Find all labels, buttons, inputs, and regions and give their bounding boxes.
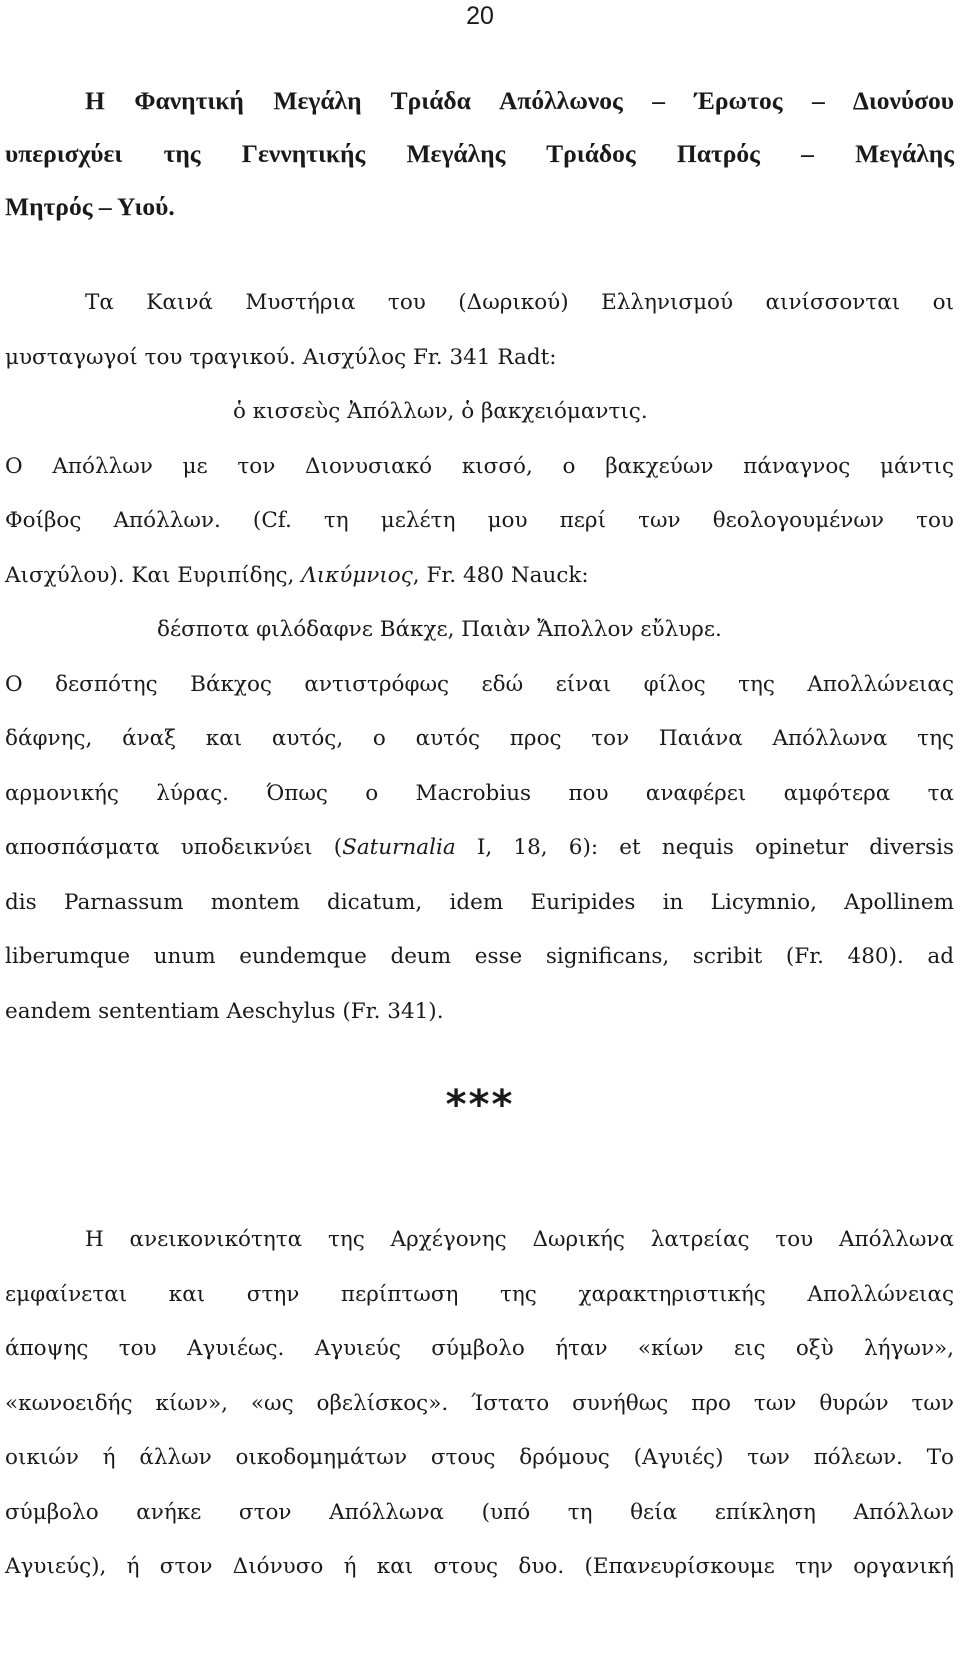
italic-title: Λικύμνιος <box>301 562 413 588</box>
heading-line: Η Φανητική Μεγάλη Τριάδα Απόλλωνος – Έρωτος – Διονύσου <box>85 86 954 115</box>
text-line: eandem sententiam Aeschylus (Fr. 341). <box>5 998 444 1024</box>
text-line: αποσπάσματα υποδεικνύει (Saturnalia I, 18, 6): et nequis opinetur diversis <box>5 835 955 860</box>
text-line: μυσταγωγοί του τραγικού. Αισχύλος Fr. 341 Radt: <box>5 344 557 370</box>
heading-line: υπερισχύει της Γεννητικής Μεγάλης Τριάδος Πατρός – Μεγάλης <box>5 139 954 168</box>
text-line: Φοίβος Απόλλων. (Cf. τη μελέτη μου περί των θεολογουμένων του <box>5 508 954 533</box>
text-line: οικιών ή άλλων οικοδομημάτων στους δρόμους (Αγυιές) των πόλεων. Το <box>5 1445 954 1470</box>
text-line: Αγυιεύς), ή στον Διόνυσο ή και στους δυο. (Επανευρίσκουμε την οργανική <box>5 1554 954 1579</box>
text-line: liberumque unum eundemque deum esse significans, scribit (Fr. 480). ad <box>5 944 954 969</box>
text-line: «κωνοειδής κίων», «ως οβελίσκος». Ίστατο συνήθως προ των θυρών των <box>5 1390 954 1416</box>
quote-euripides: δέσποτα φιλόδαφνε Βάκχε, Παιὰν Ἄπολλον εὔλυρε. <box>157 617 722 642</box>
quote-aeschylus: ὁ κισσεὺς Ἀπόλλων, ὁ βακχειόμαντις. <box>233 399 648 424</box>
section-heading <box>5 74 954 233</box>
heading-line: Μητρός – Υιού. <box>5 192 175 221</box>
text-line: Η ανεικονικότητα της Αρχέγονης Δωρικής λατρείας του Απόλλωνα <box>85 1227 954 1252</box>
paragraph-agyieus <box>5 1213 954 1595</box>
text-line: Αισχύλου). Και Ευριπίδης, Λικύμνιος, Fr. 480 Nauck: <box>5 562 589 588</box>
text-line: εμφαίνεται και στην περίπτωση της χαρακτηριστικής Απολλώνειας <box>5 1281 954 1307</box>
page-number: 20 <box>466 2 494 30</box>
section-separator: *** <box>445 1082 515 1128</box>
text-line: σύμβολο ανήκε στον Απόλλωνα (υπό τη θεία επίκληση Απόλλων <box>5 1499 954 1525</box>
text-line: Ο Απόλλων με τον Διονυσιακό κισσό, ο βακχεύων πάναγνος μάντις <box>5 453 954 479</box>
paragraph-mysteries <box>5 276 954 1039</box>
text-line: άποψης του Αγυιέως. Αγυιεύς σύμβολο ήταν «κίων εις οξὺ λήγων», <box>5 1336 954 1361</box>
text-line: δάφνης, άναξ και αυτός, ο αυτός προς τον Παιάνα Απόλλωνα της <box>5 726 954 751</box>
text-line: αρμονικής λύρας. Όπως ο Macrobius που αναφέρει αμφότερα τα <box>5 780 954 806</box>
italic-title: Saturnalia <box>342 835 456 860</box>
text-line: Τα Καινά Μυστήρια του (Δωρικού) Ελληνισμού αινίσσονται οι <box>85 290 954 315</box>
text-line: dis Parnassum montem dicatum, idem Euripides in Licymnio, Apollinem <box>5 889 954 915</box>
text-line: Ο δεσπότης Βάκχος αντιστρόφως εδώ είναι φίλος της Απολλώνειας <box>5 671 954 697</box>
